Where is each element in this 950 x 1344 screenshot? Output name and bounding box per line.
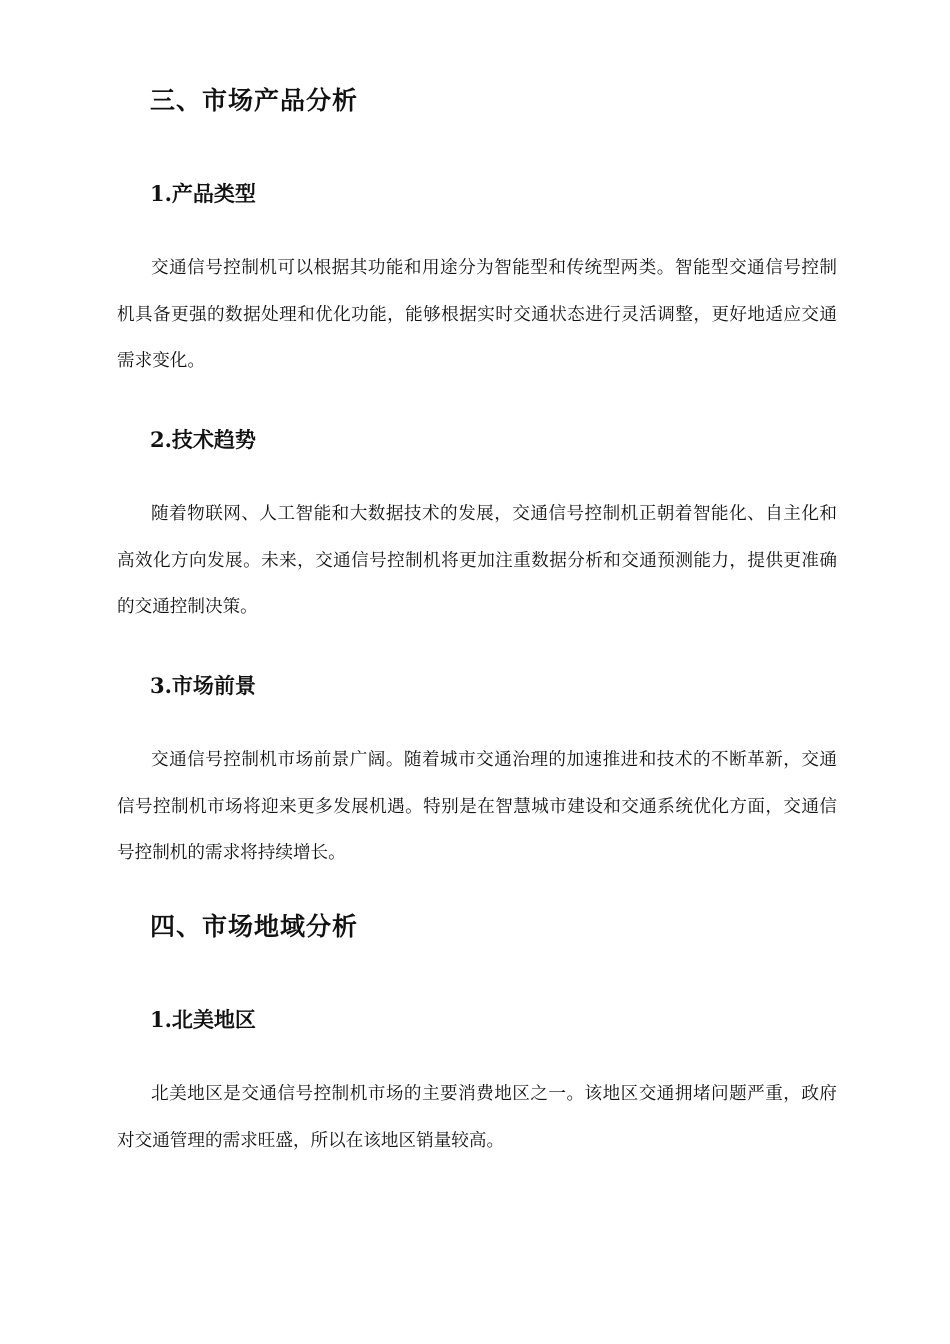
- subheading-product-types: 1.产品类型: [150, 181, 256, 206]
- paragraph-product-types: 交通信号控制机可以根据其功能和用途分为智能型和传统型两类。智能型交通信号控制机具备更强的数据处理和优化功能，能够根据实时交通状态进行灵活调整，更好地适应交通需求变化。: [117, 258, 837, 371]
- paragraph-market-outlook: 交通信号控制机市场前景广阔。随着城市交通治理的加速推进和技术的不断革新，交通信号控制机市场将迎来更多发展机遇。特别是在智慧城市建设和交通系统优化方面，交通信号控制机的需求将持续增长。: [117, 750, 837, 863]
- paragraph-north-america: 北美地区是交通信号控制机市场的主要消费地区之一。该地区交通拥堵问题严重，政府对交通管理的需求旺盛，所以在该地区销量较高。: [117, 1084, 837, 1151]
- section-heading-market-product-analysis: 三、市场产品分析: [150, 86, 359, 115]
- subheading-market-outlook: 3.市场前景: [150, 673, 256, 698]
- section-heading-market-regional-analysis: 四、市场地域分析: [150, 912, 359, 941]
- subheading-technology-trends: 2.技术趋势: [150, 427, 256, 452]
- subheading-north-america: 1.北美地区: [150, 1007, 256, 1032]
- paragraph-technology-trends: 随着物联网、人工智能和大数据技术的发展，交通信号控制机正朝着智能化、自主化和高效化方向发展。未来，交通信号控制机将更加注重数据分析和交通预测能力，提供更准确的交通控制决策。: [117, 504, 837, 617]
